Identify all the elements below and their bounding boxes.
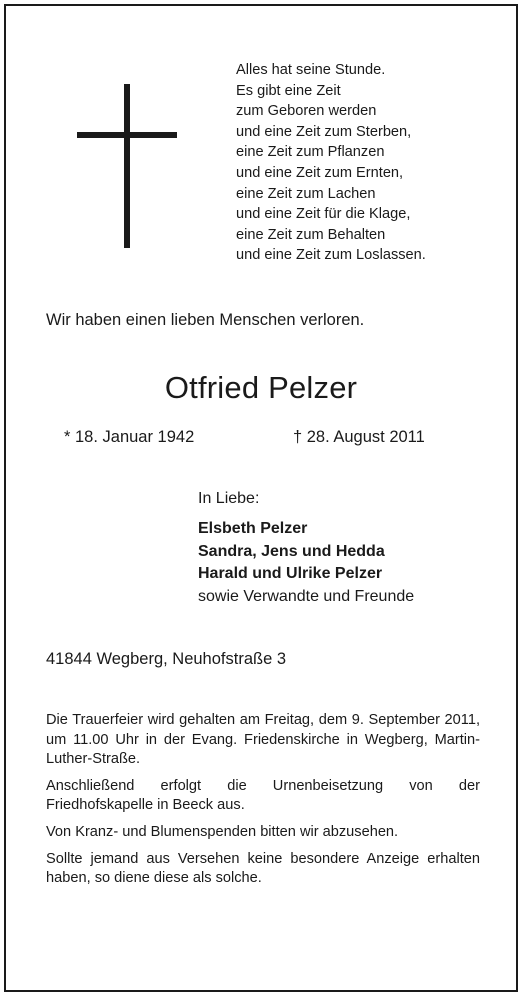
- deceased-name: Otfried Pelzer: [164, 370, 358, 405]
- poem-line: eine Zeit zum Behalten: [236, 226, 386, 243]
- cross-horizontal-bar: [77, 132, 177, 138]
- intro-text: Wir haben einen lieben Menschen verloren.: [46, 311, 365, 329]
- mourners-list: [198, 518, 414, 608]
- notice-paragraph-burial: Anschließend erfolgt die Urnenbeisetzung von der Friedhofskapelle in Beeck aus.: [46, 777, 480, 814]
- poem-line: und eine Zeit zum Sterben,: [236, 123, 412, 140]
- poem-line: Alles hat seine Stunde.: [236, 62, 386, 78]
- mourner-name: Harald und Ulrike Pelzer: [198, 565, 383, 582]
- death-date: † 28. August 2011: [293, 428, 425, 446]
- in-love-label: In Liebe:: [198, 490, 260, 507]
- poem-line: Es gibt eine Zeit: [236, 82, 341, 99]
- address: 41844 Wegberg, Neuhofstraße 3: [46, 650, 287, 668]
- poem: [236, 60, 426, 266]
- poem-line: eine Zeit zum Pflanzen: [236, 144, 385, 161]
- mourner-name: Elsbeth Pelzer: [198, 520, 308, 537]
- poem-line: eine Zeit zum Lachen: [236, 185, 376, 202]
- obituary-card: [4, 4, 518, 992]
- poem-line: zum Geboren werden: [236, 103, 377, 120]
- notice-paragraph-service: Die Trauerfeier wird gehalten am Freitag, dem 9. September 2011, um 11.00 Uhr in der Evang. Friedenskirche in Wegberg, Martin-Luther-Straße.: [46, 712, 480, 768]
- poem-line: und eine Zeit zum Loslassen.: [236, 247, 426, 264]
- cross-vertical-bar: [124, 84, 130, 248]
- mourners-others: sowie Verwandte und Freunde: [198, 587, 415, 605]
- poem-line: und eine Zeit für die Klage,: [236, 206, 411, 223]
- mourner-name: Sandra, Jens und Hedda: [198, 542, 385, 560]
- notice-paragraph-flowers: Von Kranz- und Blumenspenden bitten wir abzusehen.: [46, 823, 399, 840]
- notice-paragraph-announcement: Sollte jemand aus Versehen keine besondere Anzeige erhalten haben, so diene diese als solche.: [46, 850, 480, 887]
- birth-date: * 18. Januar 1942: [64, 428, 195, 446]
- funeral-notice: [46, 711, 480, 896]
- poem-line: und eine Zeit zum Ernten,: [236, 164, 404, 181]
